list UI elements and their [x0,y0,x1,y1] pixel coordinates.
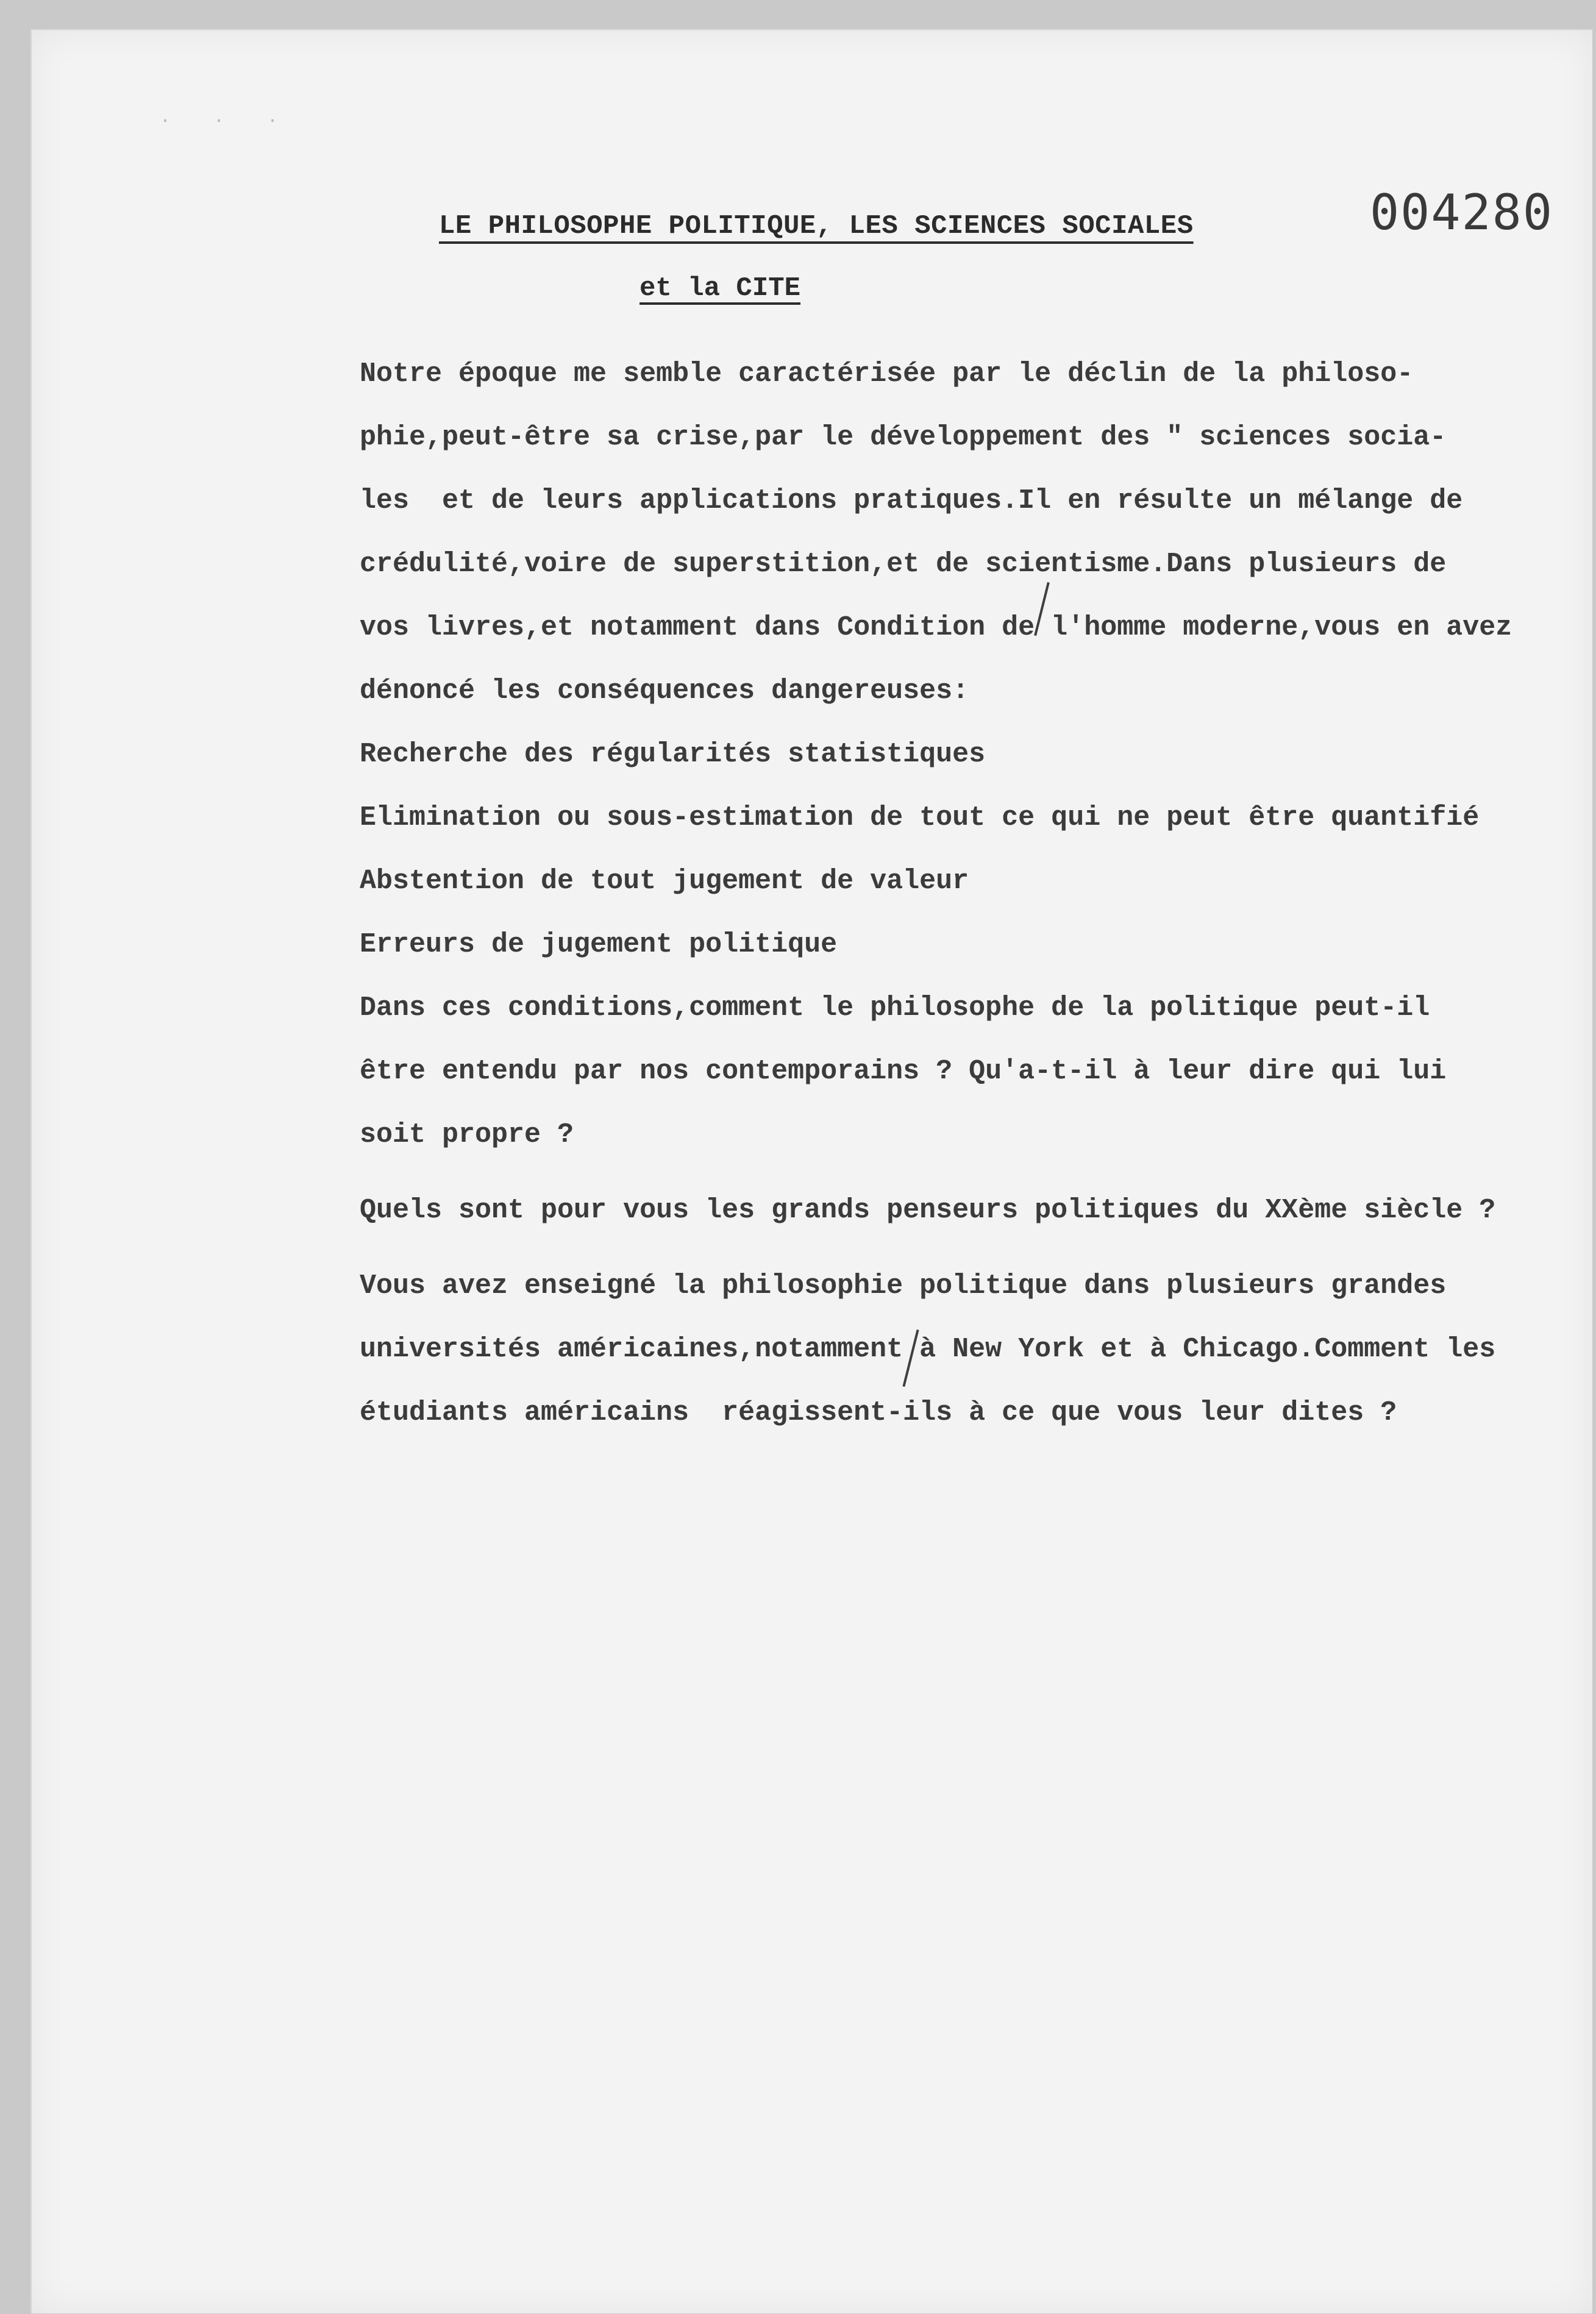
paragraph-question-3 [360,1255,1591,1445]
list-item: Recherche des régularités statistiques [360,739,986,770]
text-line: les et de leurs applications pratiques.Il en résulte un mélange de [360,485,1463,516]
text-line: soit propre ? [360,1119,574,1150]
typed-page [30,29,1592,2313]
list-item: Abstention de tout jugement de valeur [360,866,969,897]
paragraph-question-1 [360,977,1591,1167]
text-line: étudiants américains réagissent-ils à ce que vous leur dites ? [360,1397,1397,1428]
text-line: vos livres,et notamment dans Condition de l'homme moderne,vous en avez [360,612,1512,643]
text-line: Vous avez enseigné la philosophie politique dans plusieurs grandes [360,1270,1447,1301]
text-line: Notre époque me semble caractérisée par le déclin de la philoso- [360,358,1414,390]
paragraph-question-2: Quels sont pour vous les grands penseurs politiques du XXème siècle ? [360,1195,1496,1226]
text-line: crédulité,voire de superstition,et de scientisme.Dans plusieurs de [360,549,1447,580]
archive-stamp-number: 004280 [1370,184,1553,241]
spacer [360,1242,1591,1255]
document-body [360,343,1591,1445]
text-line: phie,peut-être sa crise,par le développement des " sciences socia- [360,422,1447,453]
text-line: universités américaines,notamment à New York et à Chicago.Comment les [360,1334,1496,1365]
document-title: LE PHILOSOPHE POLITIQUE, LES SCIENCES SOCIALES [439,211,1194,241]
spacer [360,1167,1591,1179]
consequences-list [360,723,1591,977]
text-line: dénoncé les conséquences dangereuses: [360,675,969,707]
text-line: être entendu par nos contemporains ? Qu'a-t-il à leur dire qui lui [360,1056,1447,1087]
corner-marks: . . . [160,107,294,128]
text-line: Dans ces conditions,comment le philosophe de la politique peut-il [360,992,1430,1024]
list-item: Erreurs de jugement politique [360,929,838,960]
document-subtitle: et la CITE [639,273,801,304]
paragraph-intro [360,343,1591,723]
list-item: Elimination ou sous-estimation de tout ce qui ne peut être quantifié [360,802,1480,833]
